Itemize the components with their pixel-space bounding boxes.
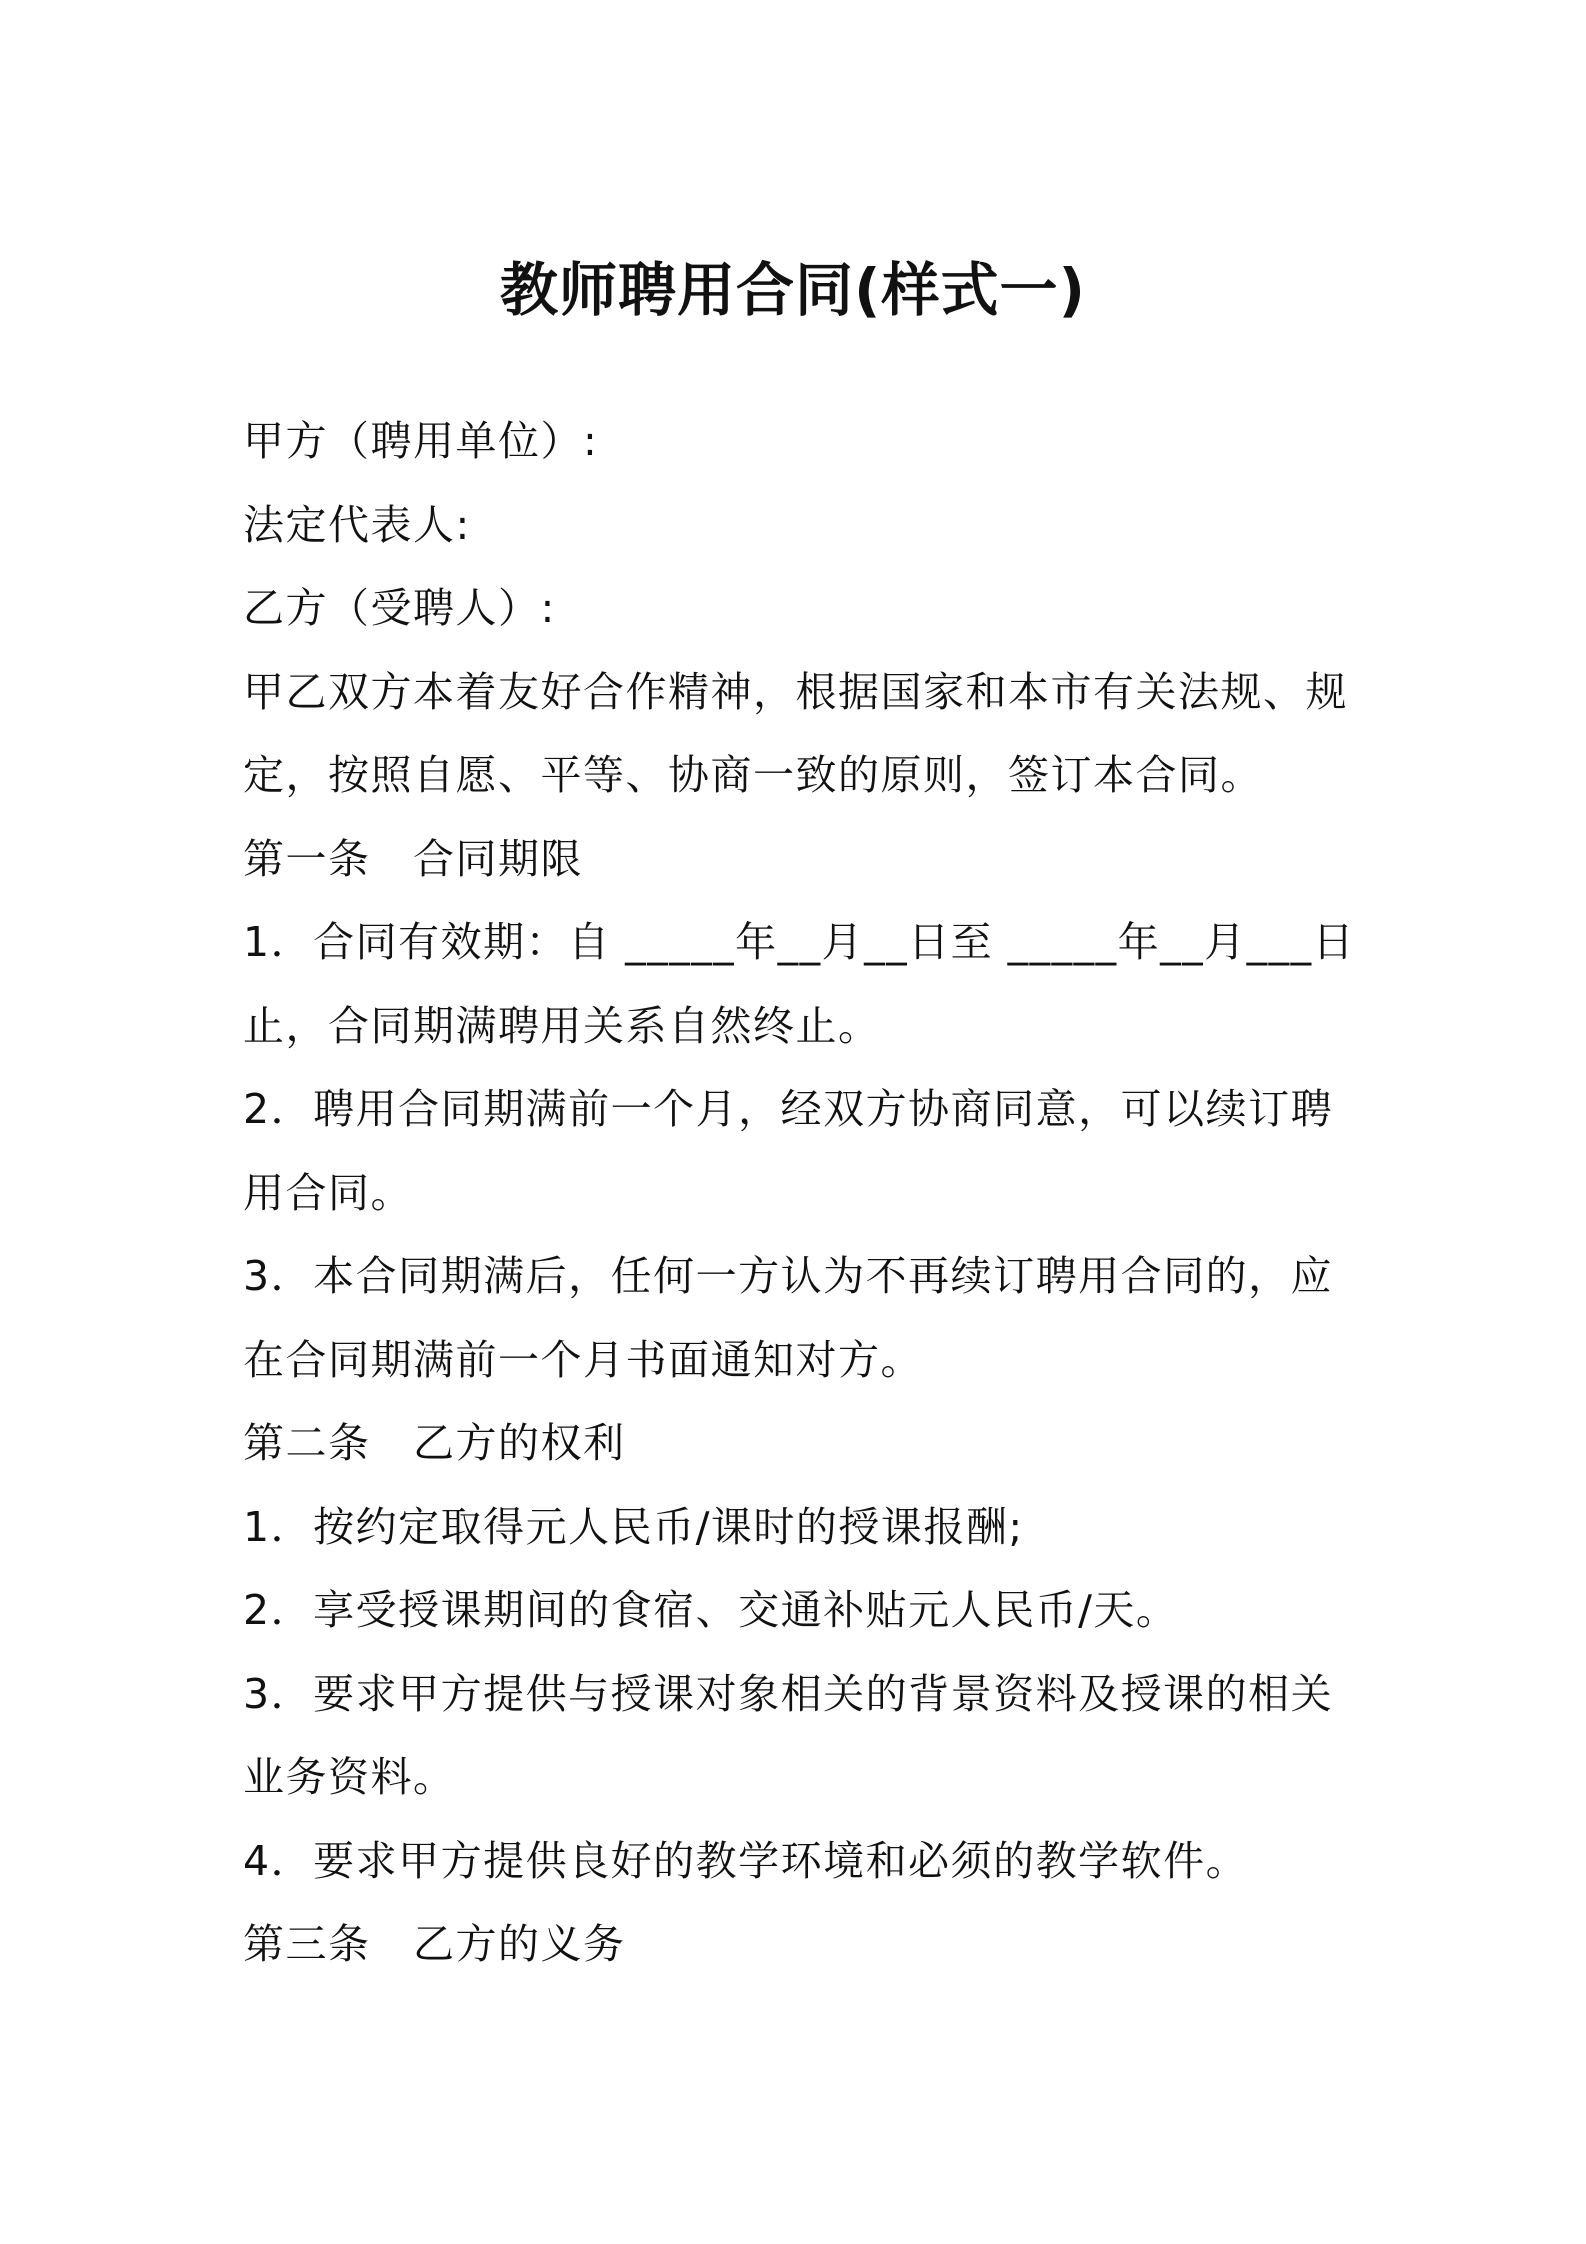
preamble-line-2: 定，按照自愿、平等、协商一致的原则，签订本合同。 <box>243 751 1263 799</box>
article-2-item-4: 4．要求甲方提供良好的教学环境和必须的教学软件。 <box>243 1836 1249 1885</box>
document-title: 教师聘用合同(样式一) <box>499 256 1087 324</box>
party-a-line: 甲方（聘用单位）: <box>243 417 599 465</box>
article-1-item-3-line-2: 在合同期满前一个月书面通知对方。 <box>243 1335 923 1384</box>
article-1-heading: 第一条 合同期限 <box>243 834 583 883</box>
article-1-item-2-line-2: 用合同。 <box>243 1168 413 1217</box>
article-2-item-3-line-2: 业务资料。 <box>243 1753 456 1801</box>
article-1-item-1-line-1: 1．合同有效期：自 _____年__月__日至 _____年__月___日 <box>243 918 1356 966</box>
article-2-heading: 第二条 乙方的权利 <box>243 1419 626 1467</box>
article-2-item-2: 2．享受授课期间的食宿、交通补贴元人民币/天。 <box>243 1586 1179 1634</box>
article-2-item-1: 1．按约定取得元人民币/课时的授课报酬; <box>243 1502 1024 1551</box>
document-body <box>243 400 1363 1987</box>
legal-representative-line: 法定代表人: <box>243 500 471 549</box>
article-1-item-1-line-2: 止，合同期满聘用关系自然终止。 <box>243 1001 881 1050</box>
article-1-item-3-line-1: 3．本合同期满后，任何一方认为不再续订聘用合同的，应 <box>243 1252 1334 1300</box>
party-b-line: 乙方（受聘人）: <box>243 584 556 632</box>
article-2-item-3-line-1: 3．要求甲方提供与授课对象相关的背景资料及授课的相关 <box>243 1669 1334 1718</box>
article-1-item-2-line-1: 2．聘用合同期满前一个月，经双方协商同意，可以续订聘 <box>243 1085 1334 1133</box>
preamble-line-1: 甲乙双方本着友好合作精神，根据国家和本市有关法规、规 <box>243 667 1348 716</box>
article-3-heading: 第三条 乙方的义务 <box>243 1920 626 1968</box>
